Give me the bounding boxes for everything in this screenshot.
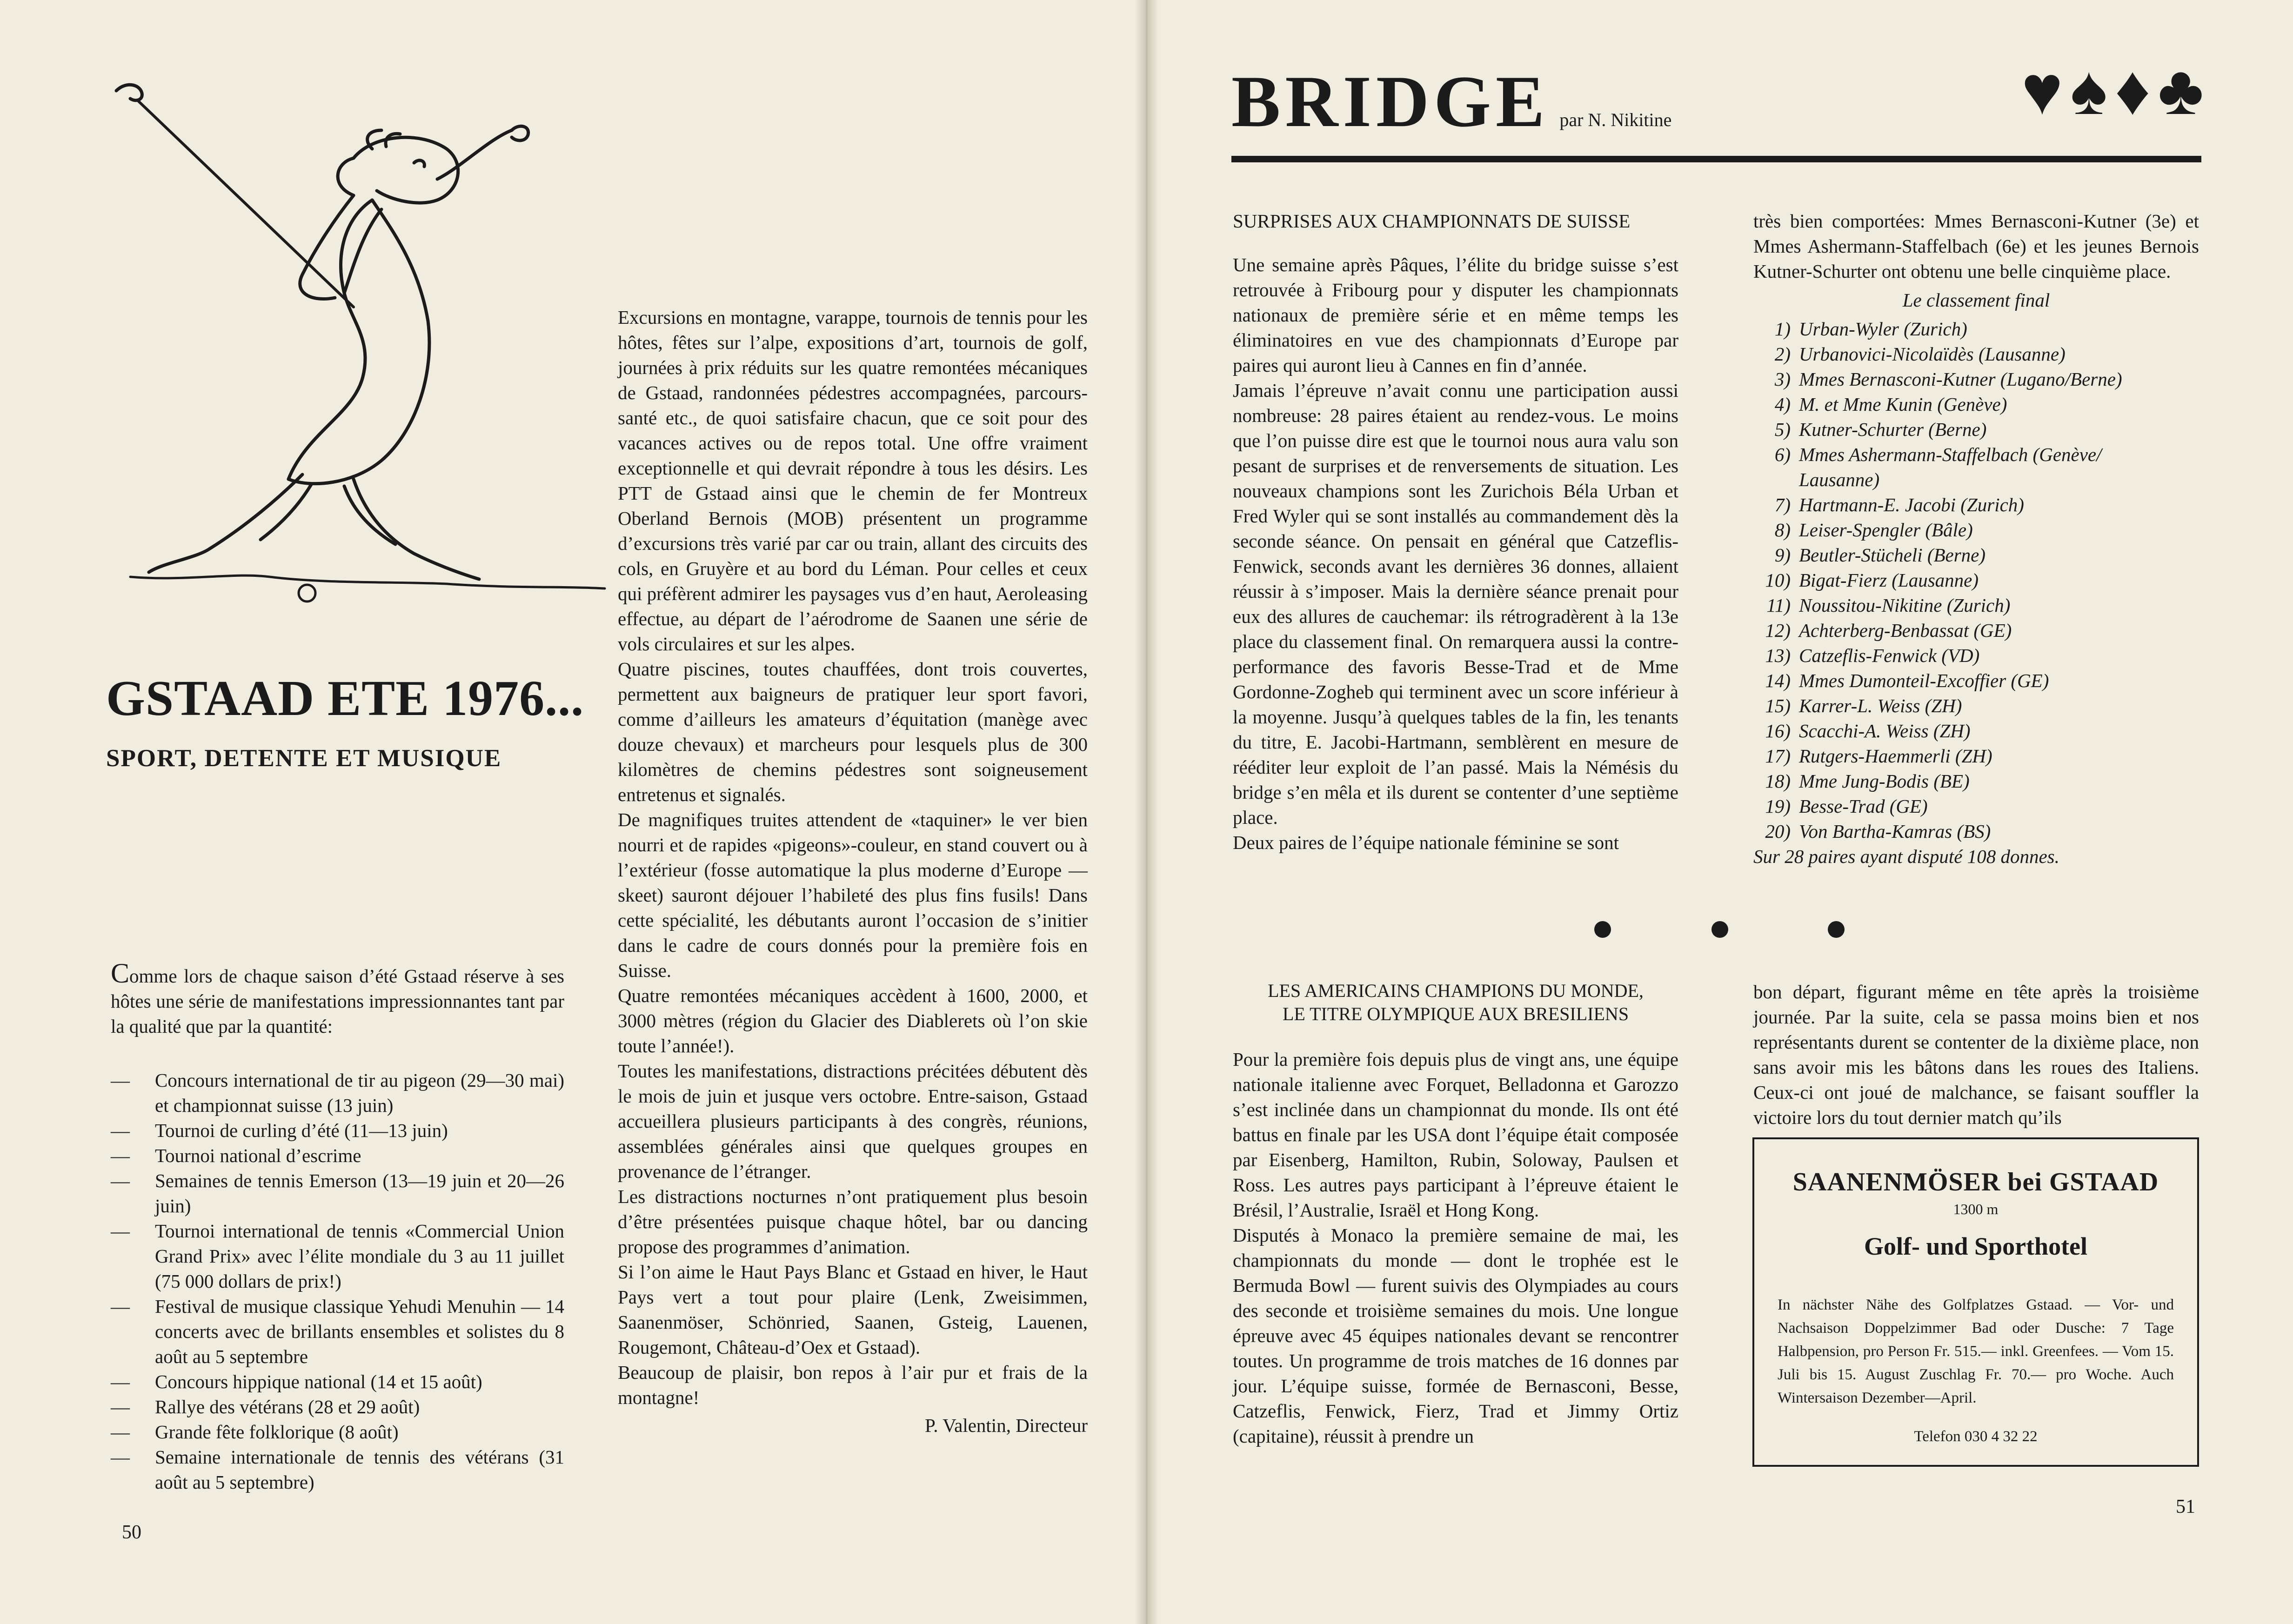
ranking-number: 8) [1774,519,1791,541]
ranking-number: 15) [1765,695,1791,716]
ranking-pair: Von Bartha-Kamras (BS) [1799,821,1991,842]
ranking-number: 10) [1765,569,1791,591]
ranking-number: 1) [1774,318,1791,340]
hotel-advertisement [1752,1137,2199,1467]
ranking-pair: Mme Jung-Bodis (BE) [1799,770,1970,792]
left-page [0,0,1145,1624]
body-paragraph: Quatre piscines, toutes chauffées, dont trois couvertes, permettent aux baigneurs de pratiquer leur sport favori, comme d’ailleurs les amateurs d’équitation (manège avec douze chevaux) et marcheurs pour lesquels plus de 300 kilomètres de chemins pédestres sont soigneusement entretenus et signalés. [618,658,1088,805]
ranking-pair: Leiser-Spengler (Bâle) [1799,519,1973,541]
bridge-column-2 [1753,208,2199,869]
ad-altitude: 1300 m [1953,1201,1999,1217]
page-number-right: 51 [2176,1496,2195,1517]
ranking-number: 13) [1765,645,1791,666]
body-paragraph: Les distractions nocturnes n’ont pratiquement plus besoin d’être présentées puisque chaque hôtel, bar ou dancing propose des programmes d’animation. [618,1186,1088,1257]
ranking-item [1753,316,2199,341]
bridge-header [1231,52,2204,158]
ranking-item [1753,794,2199,819]
ranking-pair: Achterberg-Benbassat (GE) [1799,620,2012,641]
ranking-pair: Catzeflis-Fenwick (VD) [1799,645,1980,666]
ranking-pair: Karrer-L. Weiss (ZH) [1799,695,1962,716]
ranking-pair: Bigat-Fierz (Lausanne) [1799,569,1979,591]
event-item: — Semaines de tennis Emerson (13—19 juin et 20—26 juin) [111,1168,564,1218]
ranking-item [1753,819,2199,844]
header-rule [1231,156,2201,162]
ranking-pair: Mmes Bernasconi-Kutner (Lugano/Berne) [1799,368,2122,390]
divider-dot [1711,921,1728,938]
event-item: — Tournoi international de tennis «Commercial Union Grand Prix» avec l’élite mondiale du 3 au 11 juillet (75 000 dollars de prix!) [111,1218,564,1294]
divider-dot [1828,921,1845,938]
ranking-item [1753,442,2199,467]
ranking-item [1753,367,2199,392]
event-item: — Tournoi national d’escrime [111,1143,564,1168]
ranking-item [1753,643,2199,668]
ranking-number: 16) [1765,720,1791,742]
ranking-item [1753,392,2199,417]
ranking-item [1753,618,2199,643]
ranking-number: 11) [1766,595,1791,616]
ranking-item [1753,693,2199,718]
book-gutter [1135,0,1158,1624]
ranking-pair: Rutgers-Haemmerli (ZH) [1799,745,1992,767]
body-paragraph: bon départ, figurant même en tête après la troisième journée. Par la suite, cela se passa moins bien et nos représentants durent se contenter de la dixième place, non sans avoir mis les bâtons dans les roues des Italiens. Ceux-ci ont joué de malchance, se faisant souffler la victoire lors du tout dernier match qu’ils [1753,981,2199,1128]
ranking-item [1753,568,2199,593]
ranking-number: 6) [1774,444,1791,465]
card-suits [2016,52,2204,129]
ranking-item [1753,718,2199,743]
ranking-number: 14) [1765,670,1791,691]
ranking-pair: Beutler-Stücheli (Berne) [1799,544,1986,566]
section-title: SURPRISES AUX CHAMPIONNATS DE SUISSE [1233,210,1631,232]
body-paragraph: Disputés à Monaco la première semaine de mai, les championnats du monde — dont le trophée est le Bermuda Bowl — furent suivis des Olympiades au cours des seconde et troisième semaines du mois. Une longue épreuve avec 45 équipes nationales devant se rencontrer toutes. Un programme de trois matches de 16 donnes par jour. L’équipe suisse, formée de Bernasconi, Besse, Catzeflis, Fenwick, Fierz, Trad et Jimmy Ortiz (capitaine), réussit à prendre un [1233,1224,1678,1447]
ranking-list [1753,316,2199,844]
ranking-item [1753,492,2199,517]
intro-dropcap: C [111,958,130,989]
right-page [1148,0,2293,1624]
section2-title-line1: LES AMERICAINS CHAMPIONS DU MONDE, [1268,980,1644,1001]
diamond-icon: ♦ [2115,52,2151,129]
body-paragraph: Pour la première fois depuis plus de vingt ans, une équipe nationale italienne avec Forquet, Belladonna et Garozzo s’est inclinée dans un championnat du monde. Ils ont été battus en finale par les USA dont l’équipe était composée par Eisenberg, Hamilton, Rubin, Soloway, Paulsen et Ross. Les autres pays participant à l’épreuve étaient le Brésil, l’Australie, Israël et Hong Kong. [1233,1049,1678,1221]
event-item: — Concours hippique national (14 et 15 août) [111,1369,564,1394]
ranking-title: Le classement final [1902,289,2050,311]
ranking-number: 7) [1774,494,1791,515]
section-heading: BRIDGE [1231,61,1550,142]
ranking-pair: Noussitou-Nikitine (Zurich) [1799,595,2011,616]
ranking-number: 20) [1765,821,1791,842]
section2-title-line2: LE TITRE OLYMPIQUE AUX BRESILIENS [1282,1003,1629,1024]
body-paragraph: Quatre remontées mécaniques accèdent à 1600, 2000, et 3000 mètres (région du Glacier des Diablerets où l’on skie toute l’année!). [618,985,1088,1056]
ranking-pair: Urban-Wyler (Zurich) [1799,318,1967,340]
bridge-column-3 [1233,1047,1678,1449]
divider-dot [1594,921,1611,938]
ranking-number: 9) [1774,544,1791,566]
event-list [111,1068,564,1495]
ranking-number: 4) [1774,394,1791,415]
ranking-number: 12) [1765,620,1791,641]
ranking-item [1753,769,2199,794]
bridge-column-1 [1233,208,1678,855]
page-number-left: 50 [122,1522,141,1543]
event-item: — Grande fête folklorique (8 août) [111,1419,564,1444]
ranking-continuation: Lausanne) [1799,469,1880,490]
bridge-column-4 [1753,979,2199,1130]
event-item: — Rallye des vétérans (28 et 29 août) [111,1394,564,1419]
ad-subtitle: Golf- und Sporthotel [1864,1232,2088,1260]
ranking-number: 18) [1765,770,1791,792]
ranking-pair: Besse-Trad (GE) [1799,795,1928,817]
body-paragraph: Jamais l’épreuve n’avait connu une participation aussi nombreuse: 28 paires étaient au rendez-vous. Le moins que l’on puisse dire est que le tournoi nous aura valu son pesant de surprises et de renversements de situation. Les nouveaux champions sont les Zurichois Béla Urban et Fred Wyler qui se sont installés au commandement dès la seconde séance. On pensait en général que Catzeflis-Fenwick, seconds avant les dernières 36 donnes, allaient réussir à s’imposer. Mais la dernière séance prenait pour eux des allures de cauchemar: ils rétrogradèrent à la 13e place du classement final. On remarquera aussi la contre-performance des favoris Besse-Trad et de Mme Gordonne-Zogheb qui terminent avec un score inférieur à la moyenne. Jusqu’à quelques tables de la fin, les tenants du titre, E. Jacobi-Hartmann, semblèrent en mesure de rééditer leur exploit de l’an passé. Mais la Némésis du bridge s’en mêla et ils durent se contenter d’une septième place. [1233,380,1678,828]
body-paragraph: Si l’on aime le Haut Pays Blanc et Gstaad en hiver, le Haut Pays vert a tout pour plaire (Lenk, Zweisimmen, Saanenmöser, Schönried, Saanen, Gsteig, Lauenen, Rougemont, Château-d’Oex et Gstaad). [618,1261,1088,1358]
byline: par N. Nikitine [1559,109,1672,130]
ranking-number: 2) [1774,343,1791,365]
ranking-pair: M. et Mme Kunin (Genève) [1799,394,2007,415]
ranking-item [1753,743,2199,769]
ranking-item [1753,341,2199,367]
ranking-number: 17) [1765,745,1791,767]
article-column-1 [111,958,564,1495]
ad-title: SAANENMÖSER bei GSTAAD [1792,1168,2159,1196]
ranking-item [1753,417,2199,442]
ranking-number: 5) [1774,419,1791,440]
ad-body: In nächster Nähe des Golfplatzes Gstaad. — Vor- und Nachsaison Doppelzimmer Bad oder Dusche: 7 Tage Halbpension, pro Person Fr. 515.— inkl. Greenfees. — Vom 15. Juli bis 15. August Zuschlag Fr. 70.— pro Woche. Auch Wintersaison Dezember—April. [1778,1297,2174,1406]
article-title: GSTAAD ETE 1976... [106,671,584,726]
ranking-pair: Mmes Dumonteil-Excoffier (GE) [1799,670,2049,691]
intro-paragraph [111,958,564,1039]
ranking-number: 3) [1774,368,1791,390]
section2-title [1233,979,1678,1026]
ranking-item [1753,668,2199,693]
ranking-pair: Urbanovici-Nicolaïdès (Lausanne) [1799,343,2066,365]
golfer-illustration [93,79,609,619]
body-paragraph: Beaucoup de plaisir, bon repos à l’air pur et frais de la montagne! [618,1362,1088,1408]
ranking-item [1753,517,2199,542]
spade-icon: ♠ [2070,52,2108,129]
body-paragraph: Deux paires de l’équipe nationale féminine se sont [1233,832,1619,853]
article-column-2 [618,305,1088,1438]
club-icon: ♣ [2158,52,2204,129]
intro-rest: omme lors de chaque saison d’été Gstaad réserve à ses hôtes une série de manifestations impressionnantes tant par la qualité que par la quantité: [111,965,564,1037]
ranking-pair: Kutner-Schurter (Berne) [1799,419,1987,440]
signature: P. Valentin, Directeur [925,1415,1088,1436]
body-paragraph: très bien comportées: Mmes Bernasconi-Kutner (3e) et Mmes Ashermann-Staffelbach (6e) et les jeunes Bernois Kutner-Schurter ont obtenu une belle cinquième place. [1753,210,2199,282]
body-paragraph: De magnifiques truites attendent de «taquiner» le ver bien nourri et de rapides «pigeons»-couleur, en stand couvert ou à l’extérieur (fosse automatique la plus moderne d’Europe — skeet) sauront déjouer l’habileté des plus fins fusils! Dans cette spécialité, les débutants auront l’occasion de s’initier dans le cadre de cours donnés pour la première fois en Suisse. [618,809,1088,981]
event-item: — Festival de musique classique Yehudi Menuhin — 14 concerts avec de brillants ensembles et solistes du 8 août au 5 septembre [111,1294,564,1369]
event-item: — Tournoi de curling d’été (11—13 juin) [111,1118,564,1143]
article-subtitle: SPORT, DETENTE ET MUSIQUE [106,745,502,772]
body-paragraph: Une semaine après Pâques, l’élite du bridge suisse s’est retrouvée à Fribourg pour y disputer les championnats nationaux de première série et en même temps les éliminatoires en vue des championnats d’Europe par paires qui auront lieu à Cannes en fin d’année. [1233,254,1678,376]
ranking-pair: Mmes Ashermann-Staffelbach (Genève/ [1799,444,2102,465]
ranking-number: 19) [1765,795,1791,817]
heart-icon: ♥ [2021,52,2063,129]
body-paragraph: Excursions en montagne, varappe, tournois de tennis pour les hôtes, fêtes sur l’alpe, expositions d’art, tournois de golf, journées à prix réduits sur les quatre remontées mécaniques de Gstaad, randonnées pédestres accompagnées, parcours-santé etc., de quoi satisfaire chacun, que ce soit pour des vacances actives ou de repos total. Une offre vraiment exceptionnelle et qui devrait répondre à tous les désirs. Les PTT de Gstaad ainsi que le chemin de fer Montreux Oberland Bernois (MOB) présentent un programme d’excursions très varié par car ou train, allant des circuits des cols, en Gruyère et au bord du Léman. Pour celles et ceux qui préfèrent admirer les paysages vus d’en haut, Aeroleasing effectue, au départ de l’aérodrome de Saanen une série de vols circulaires et sur les alpes. [618,307,1088,655]
ranking-item [1753,593,2199,618]
body-paragraph: Toutes les manifestations, distractions précitées débutent dès le mois de juin et jusque vers octobre. Entre-saison, Gstaad accueillera plusieurs participants à des congrès, réunions, assemblées générales ainsi que quelques groupes en provenance de l’étranger. [618,1060,1088,1182]
event-item: — Concours international de tir au pigeon (29—30 mai) et championnat suisse (13 juin) [111,1068,564,1118]
event-item: — Semaine internationale de tennis des vétérans (31 août au 5 septembre) [111,1444,564,1495]
ranking-pair: Scacchi-A. Weiss (ZH) [1799,720,1971,742]
ad-phone: Telefon 030 4 32 22 [1914,1428,2038,1445]
ranking-footer: Sur 28 paires ayant disputé 108 donnes. [1753,846,2059,867]
ranking-item [1753,542,2199,568]
ranking-pair: Hartmann-E. Jacobi (Zurich) [1799,494,2024,515]
